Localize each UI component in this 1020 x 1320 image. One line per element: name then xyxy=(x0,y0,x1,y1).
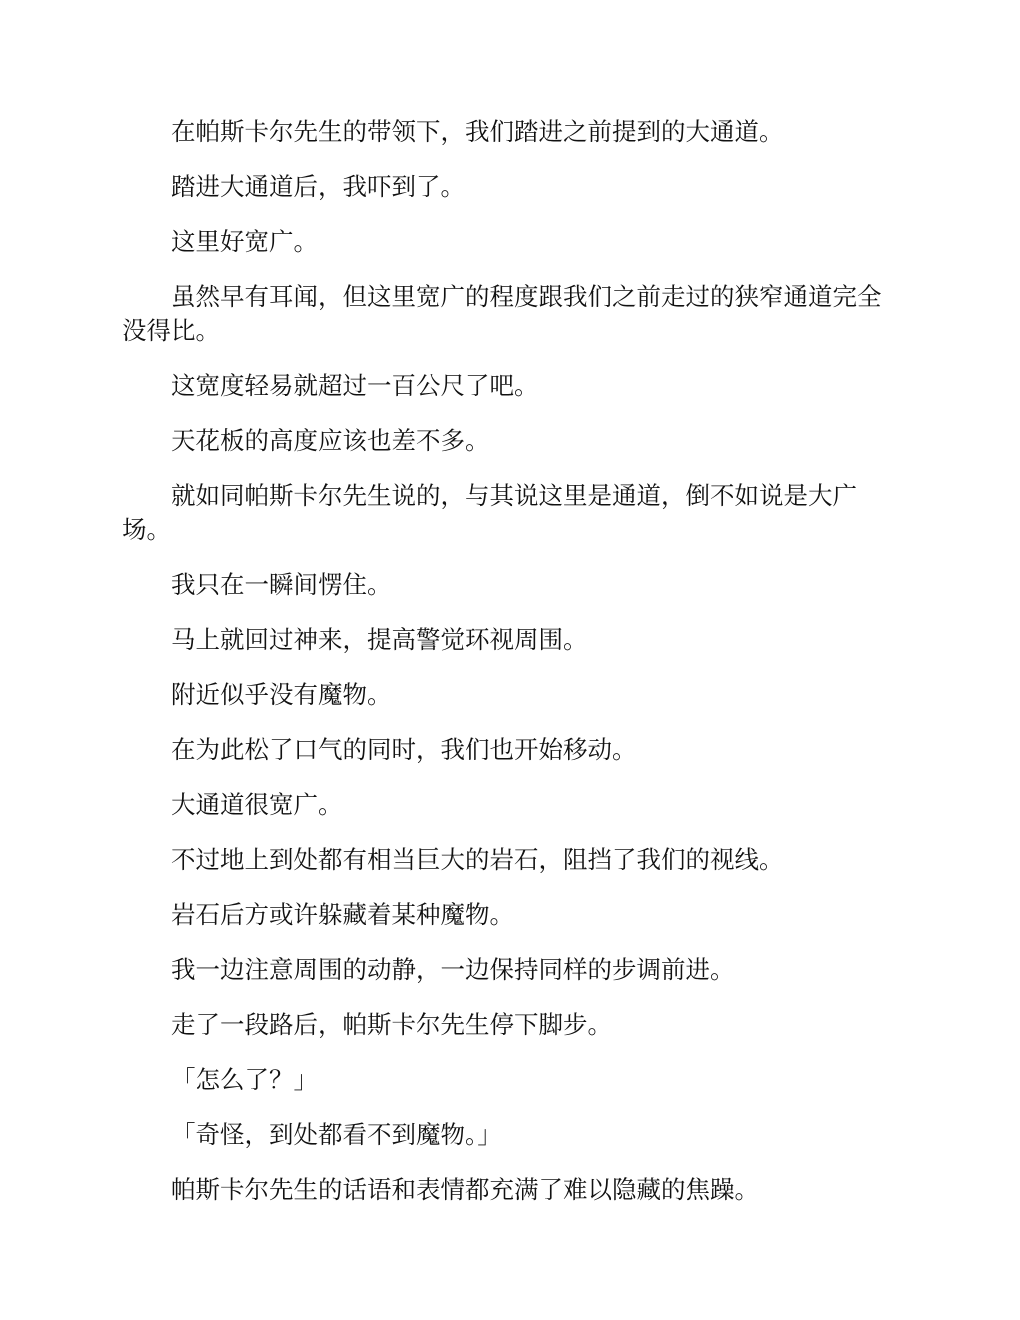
paragraph: 在帕斯卡尔先生的带领下，我们踏进之前提到的大通道。 xyxy=(171,117,784,146)
paragraph: 岩石后方或许躲藏着某种魔物。 xyxy=(171,900,514,929)
paragraph: 我只在一瞬间愣住。 xyxy=(171,570,392,599)
paragraph: 大通道很宽广。 xyxy=(171,790,343,819)
paragraph: 虽然早有耳闻，但这里宽广的程度跟我们之前走过的狭窄通道完全没得比。 xyxy=(122,282,882,345)
paragraph: 在为此松了口气的同时，我们也开始移动。 xyxy=(171,735,637,764)
paragraph: 帕斯卡尔先生的话语和表情都充满了难以隐藏的焦躁。 xyxy=(171,1175,759,1204)
paragraph: 马上就回过神来，提高警觉环视周围。 xyxy=(171,625,588,654)
paragraph: 我一边注意周围的动静，一边保持同样的步调前进。 xyxy=(171,955,735,984)
document-body xyxy=(122,115,898,1228)
paragraph: 这里好宽广。 xyxy=(171,227,318,256)
paragraph: 走了一段路后，帕斯卡尔先生停下脚步。 xyxy=(171,1010,612,1039)
paragraph: 不过地上到处都有相当巨大的岩石，阻挡了我们的视线。 xyxy=(171,845,784,874)
dialogue-paragraph: 「怎么了？」 xyxy=(171,1065,318,1094)
paragraph: 这宽度轻易就超过一百公尺了吧。 xyxy=(171,371,539,400)
paragraph: 附近似乎没有魔物。 xyxy=(171,680,392,709)
paragraph: 天花板的高度应该也差不多。 xyxy=(171,426,490,455)
paragraph: 踏进大通道后，我吓到了。 xyxy=(171,172,465,201)
paragraph: 就如同帕斯卡尔先生说的，与其说这里是通道，倒不如说是大广场。 xyxy=(122,481,857,544)
dialogue-paragraph: 「奇怪，到处都看不到魔物。」 xyxy=(171,1120,502,1149)
